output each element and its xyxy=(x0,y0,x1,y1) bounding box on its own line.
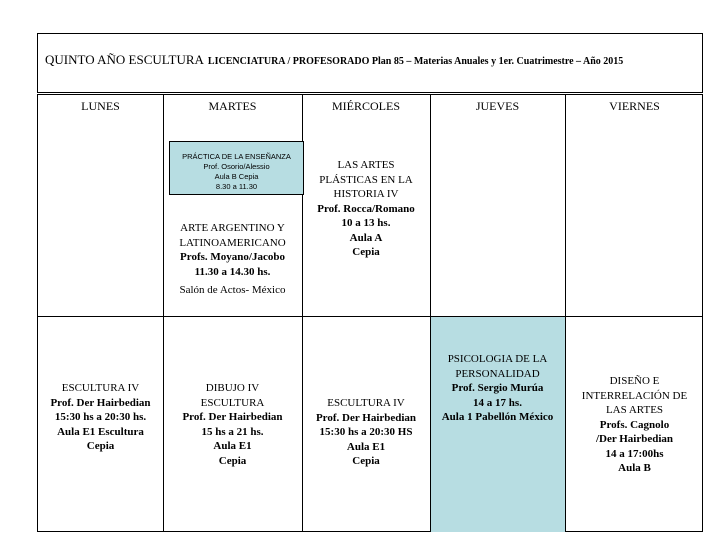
practica-horario: 8.30 a 11.30 xyxy=(215,182,258,191)
lunes-escultura-line: Prof. Der Hairbedian xyxy=(50,396,151,409)
miercoles-escultura-block xyxy=(302,396,430,469)
row-divider xyxy=(38,316,702,317)
day-header-martes: MARTES xyxy=(208,99,257,113)
martes-dibujo-title: ESCULTURA xyxy=(200,396,265,409)
viernes-diseno-title: INTERRELACIÓN DE xyxy=(581,389,688,402)
viernes-diseno-line: 14 a 17:00hs xyxy=(605,447,664,460)
practica-title: PRÁCTICA DE LA ENSEÑANZA xyxy=(182,152,291,161)
schedule-grid xyxy=(37,94,703,532)
jueves-psicologia-title: PERSONALIDAD xyxy=(455,367,540,380)
arte-argentino-lugar: Salón de Actos- México xyxy=(179,284,286,296)
martes-dibujo-title: DIBUJO IV xyxy=(205,382,260,394)
artes-plasticas-prof: Prof. Rocca/Romano xyxy=(317,202,415,215)
arte-argentino-horario: 11.30 a 14.30 hs. xyxy=(194,265,271,278)
jueves-psicologia-line: Aula 1 Pabellón México xyxy=(441,411,554,423)
viernes-diseno-line: Aula B xyxy=(618,462,651,474)
practica-prof: Prof. Osorio/Alessio xyxy=(203,162,270,171)
viernes-diseno-title: DISEÑO E xyxy=(609,375,660,387)
day-header-miercoles: MIÉRCOLES xyxy=(331,99,400,113)
lunes-escultura-line: Cepia xyxy=(86,440,115,452)
viernes-diseno-line: /Der Hairbedian xyxy=(595,433,674,445)
jueves-psicologia-line: 14 a 17 hs. xyxy=(473,396,522,409)
miercoles-escultura-line: 15:30 hs a 20:30 HS xyxy=(319,426,413,438)
martes-dibujo-line: Cepia xyxy=(218,454,247,467)
title-sub: LICENCIATURA / PROFESORADO Plan 85 – Materias Anuales y 1er. Cuatrimestre – Año 2015 xyxy=(207,56,624,67)
martes-dibujo-line: Aula E1 xyxy=(213,440,252,452)
lunes-escultura-line: 15:30 hs a 20:30 hs. xyxy=(54,411,147,423)
artes-plasticas-title: LAS ARTES xyxy=(337,159,395,171)
artes-plasticas-aula: Aula A xyxy=(349,231,383,244)
arte-argentino-block xyxy=(163,221,302,298)
martes-dibujo-block xyxy=(163,381,302,468)
martes-dibujo-line: 15 hs a 21 hs. xyxy=(201,425,264,438)
miercoles-escultura-title: ESCULTURA IV xyxy=(327,397,405,409)
practica-aula: Aula B Cepia xyxy=(214,172,259,181)
martes-dibujo-line: Prof. Der Hairbedian xyxy=(182,411,283,423)
jueves-psicologia-block xyxy=(430,352,565,425)
jueves-psicologia-title: PSICOLOGIA DE LA xyxy=(447,353,548,365)
artes-plasticas-block xyxy=(302,158,430,260)
arte-argentino-line: ARTE ARGENTINO Y xyxy=(180,222,285,234)
day-header-jueves: JUEVES xyxy=(475,99,520,113)
artes-plasticas-title: HISTORIA IV xyxy=(333,188,399,200)
viernes-diseno-block xyxy=(565,374,704,476)
title-main: QUINTO AÑO ESCULTURA xyxy=(45,52,204,67)
title-box xyxy=(37,33,703,93)
practica-ensenanza-block xyxy=(169,141,304,195)
lunes-escultura-line: Aula E1 Escultura xyxy=(57,425,144,438)
jueves-psicologia-line: Prof. Sergio Murúa xyxy=(451,382,544,394)
artes-plasticas-title: PLÁSTICAS EN LA xyxy=(319,173,413,186)
day-header-lunes: LUNES xyxy=(81,99,120,113)
artes-plasticas-horario: 10 a 13 hs. xyxy=(341,217,391,229)
arte-argentino-prof: Profs. Moyano/Jacobo xyxy=(180,251,285,263)
viernes-diseno-title: LAS ARTES xyxy=(605,404,664,416)
artes-plasticas-sede: Cepia xyxy=(352,246,380,258)
lunes-escultura-title: ESCULTURA IV xyxy=(61,382,140,394)
page-title xyxy=(45,51,623,69)
arte-argentino-line: LATINOAMERICANO xyxy=(179,236,286,249)
lunes-escultura-block xyxy=(38,381,163,454)
viernes-diseno-line: Profs. Cagnolo xyxy=(599,418,670,431)
jueves-afternoon-shade xyxy=(431,317,565,532)
day-header-viernes: VIERNES xyxy=(609,99,660,113)
miercoles-escultura-line: Prof. Der Hairbedian xyxy=(315,411,417,424)
miercoles-escultura-line: Cepia xyxy=(352,455,380,467)
miercoles-escultura-line: Aula E1 xyxy=(346,440,386,453)
